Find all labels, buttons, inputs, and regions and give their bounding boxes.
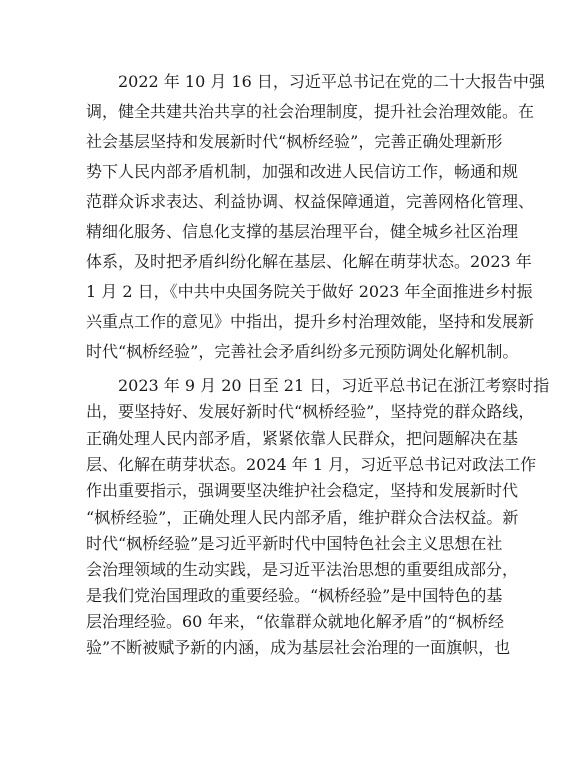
paragraph-line: 正确处理人民内部矛盾，紧紧依靠人民群众，把问题解决在基 xyxy=(86,429,519,448)
paragraph-line: 时代“枫桥经验”，完善社会矛盾纠纷多元预防调处化解机制。 xyxy=(86,342,519,361)
paragraph-line: 层、化解在萌芽状态。2024 年 1 月，习近平总书记对政法工作 xyxy=(86,455,537,474)
paragraph-line: 会治理领域的生动实践，是习近平法治思想的重要组成部分， xyxy=(86,560,519,579)
paragraph-line: 范群众诉求表达、利益协调、权益保障通道，完善网格化管理、 xyxy=(86,192,535,211)
paragraph-line: 出，要坚持好、发展好新时代“枫桥经验”，坚持党的群众路线， xyxy=(86,402,535,421)
paragraph-line: “枫桥经验”，正确处理人民内部矛盾，维护群众合法权益。新 xyxy=(86,508,519,527)
paragraph-line: 兴重点工作的意见》中指出，提升乡村治理效能，坚持和发展新 xyxy=(86,312,535,331)
paragraph-line: 层治理经验。60 年来，“依靠群众就地化解矛盾”的“枫桥经 xyxy=(86,612,504,631)
paragraph-2 xyxy=(86,376,550,676)
paragraph-line: 2023 年 9 月 20 日至 21 日，习近平总书记在浙江考察时指 xyxy=(118,376,550,395)
paragraph-line: 体系，及时把矛盾纠纷化解在基层、化解在萌芽状态。2023 年 xyxy=(86,252,532,271)
paragraph-line: 势下人民内部矛盾机制，加强和改进人民信访工作，畅通和规 xyxy=(86,162,519,181)
paragraph-line: 调，健全共建共治共享的社会治理制度，提升社会治理效能。在 xyxy=(86,102,535,121)
paragraph-line: 是我们党治国理政的重要经验。“枫桥经验”是中国特色的基 xyxy=(86,586,503,605)
paragraph-line: 1 月 2 日，《中共中央国务院关于做好 2023 年全面推进乡村振 xyxy=(86,282,533,301)
paragraph-1 xyxy=(86,72,545,372)
paragraph-line: 精细化服务、信息化支撑的基层治理平台，健全城乡社区治理 xyxy=(86,222,519,241)
paragraph-line: 作出重要指示，强调要坚决维护社会稳定，坚持和发展新时代 xyxy=(86,481,519,500)
paragraph-line: 时代“枫桥经验”是习近平新时代中国特色社会主义思想在社 xyxy=(86,534,503,553)
paragraph-line: 验”不断被赋予新的内涵，成为基层社会治理的一面旗帜，也 xyxy=(86,638,511,657)
paragraph-line: 2022 年 10 月 16 日，习近平总书记在党的二十大报告中强 xyxy=(118,72,545,91)
paragraph-line: 社会基层坚持和发展新时代“枫桥经验”，完善正确处理新形 xyxy=(86,132,503,151)
